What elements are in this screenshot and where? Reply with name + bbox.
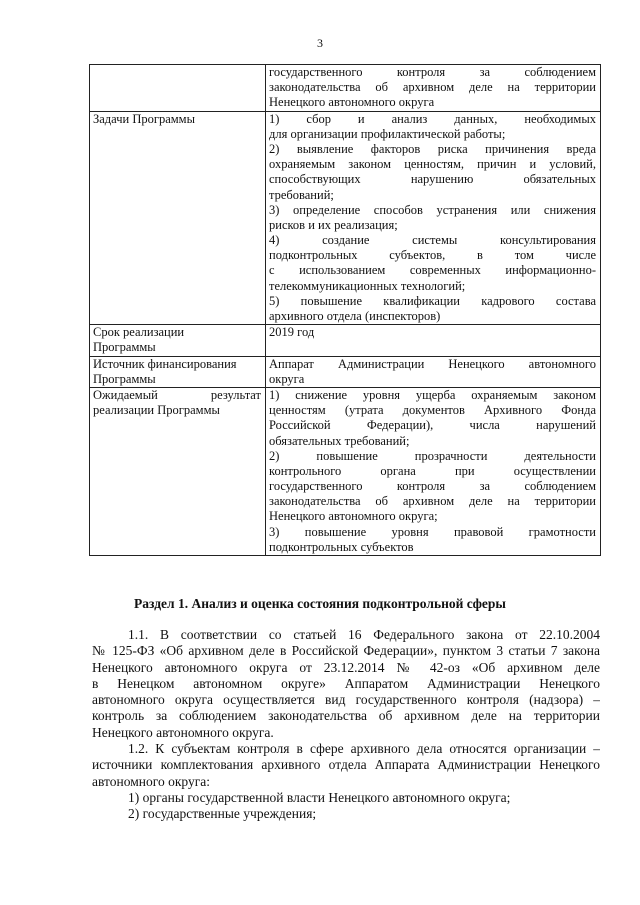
text-line: 3) повышение уровня правовой грамотности [269, 524, 596, 539]
section-body [92, 627, 600, 823]
text-line: реализации Программы [93, 403, 220, 418]
row-content-cell [266, 356, 601, 387]
text-line: подконтрольных субъектов [269, 539, 414, 554]
row-content-cell [266, 65, 601, 112]
text-line: для организации профилактической работы; [269, 126, 506, 141]
table-row [90, 356, 601, 387]
text-line: Аппарат Администрации Ненецкого автономного [269, 356, 596, 371]
text-line: 2) государственные учреждения; [128, 806, 317, 822]
text-line: Российской Федерации), числа нарушений [269, 418, 596, 433]
program-passport-table [89, 64, 601, 556]
text-line: 4) создание системы консультирования [269, 233, 596, 248]
row-label-cell [90, 111, 266, 325]
text-line: 1.1. В соответствии со статьей 16 Федерального закона от 22.10.2004 [128, 627, 600, 642]
text-line: Ненецкого автономного округа. [92, 724, 274, 740]
text-line: 2019 год [269, 325, 315, 340]
row-content-cell [266, 111, 601, 325]
text-line: автономного округа: [92, 773, 210, 789]
page-number: 3 [317, 36, 323, 50]
text-line: требований; [269, 187, 334, 202]
text-line: Источник финансирования [93, 356, 237, 371]
text-line: 2) выявление факторов риска причинения вреда [269, 141, 596, 156]
row-content-cell [266, 387, 601, 555]
text-line: Программы [93, 340, 156, 355]
text-line: источники комплектования архивного отдела Аппарата Администрации Ненецкого [92, 757, 600, 773]
text-line: 1) органы государственной власти Ненецкого автономного округа; [128, 789, 511, 805]
text-line: Ненецкого автономного округа; [269, 509, 438, 524]
text-line: № 125-ФЗ «Об архивном деле в Российской Федерации», пунктом 3 статьи 7 закона [92, 643, 600, 659]
text-line: Ненецкого автономного округа [269, 95, 435, 110]
text-line: Ожидаемый результат [93, 387, 261, 402]
text-line: контрольного органа при осуществлении [269, 463, 596, 478]
text-line: обязательных требований; [269, 433, 410, 448]
text-line: 1) снижение уровня ущерба охраняемым законом [269, 387, 596, 402]
text-line: Ненецкого автономного округа от 23.12.2014 № 42-оз «Об архивном деле [92, 659, 600, 675]
text-line: автономного округа осуществляется вид государственного контроля (надзора) – [92, 692, 600, 708]
text-line: 1) сбор и анализ данных, необходимых [269, 111, 596, 126]
text-line: округа [269, 371, 305, 386]
text-line: контроль за соблюдением законодательства об архивном деле на территории [92, 708, 600, 724]
table-row [90, 65, 601, 112]
row-label-cell [90, 65, 266, 112]
row-label-cell [90, 356, 266, 387]
text-line: подконтрольных субъектов, в том числе [269, 248, 596, 263]
text-line: охраняемым законом ценностям, причин и условий, [269, 157, 596, 172]
text-line: законодательства об архивном деле на территории [269, 494, 596, 509]
row-label-cell [90, 325, 266, 356]
text-line: государственного контроля за соблюдением [269, 479, 596, 494]
text-line: телекоммуникационных технологий; [269, 278, 466, 293]
text-line: 1.2. К субъектам контроля в сфере архивного дела относятся организации – [128, 741, 600, 757]
table-row [90, 325, 601, 356]
section-title: Раздел 1. Анализ и оценка состояния подконтрольной сферы [134, 596, 506, 611]
text-line: способствующих нарушению обязательных [269, 172, 596, 187]
text-line: 3) определение способов устранения или снижения [269, 202, 596, 217]
text-line: Задачи Программы [93, 111, 195, 126]
text-line: государственного контроля за соблюдением [269, 65, 596, 79]
text-line: Срок реализации [93, 325, 185, 340]
row-content-cell [266, 325, 601, 356]
text-line: законодательства об архивном деле на территории [269, 80, 596, 95]
row-label-cell [90, 387, 266, 555]
text-line: рисков и их реализация; [269, 217, 398, 232]
table-row [90, 111, 601, 325]
text-line: в Ненецком автономном округе» Аппаратом Администрации Ненецкого [92, 675, 600, 691]
text-line: 5) повышение квалификации кадрового состава [269, 293, 596, 308]
text-line: ценностям (утрата документов Архивного Фонда [269, 403, 596, 418]
text-line: архивного отдела (инспекторов) [269, 309, 441, 323]
text-line: 2) повышение прозрачности деятельности [269, 448, 596, 463]
table-row [90, 387, 601, 555]
text-line: с использованием современных информационно- [269, 263, 596, 278]
text-line: Программы [93, 371, 156, 386]
